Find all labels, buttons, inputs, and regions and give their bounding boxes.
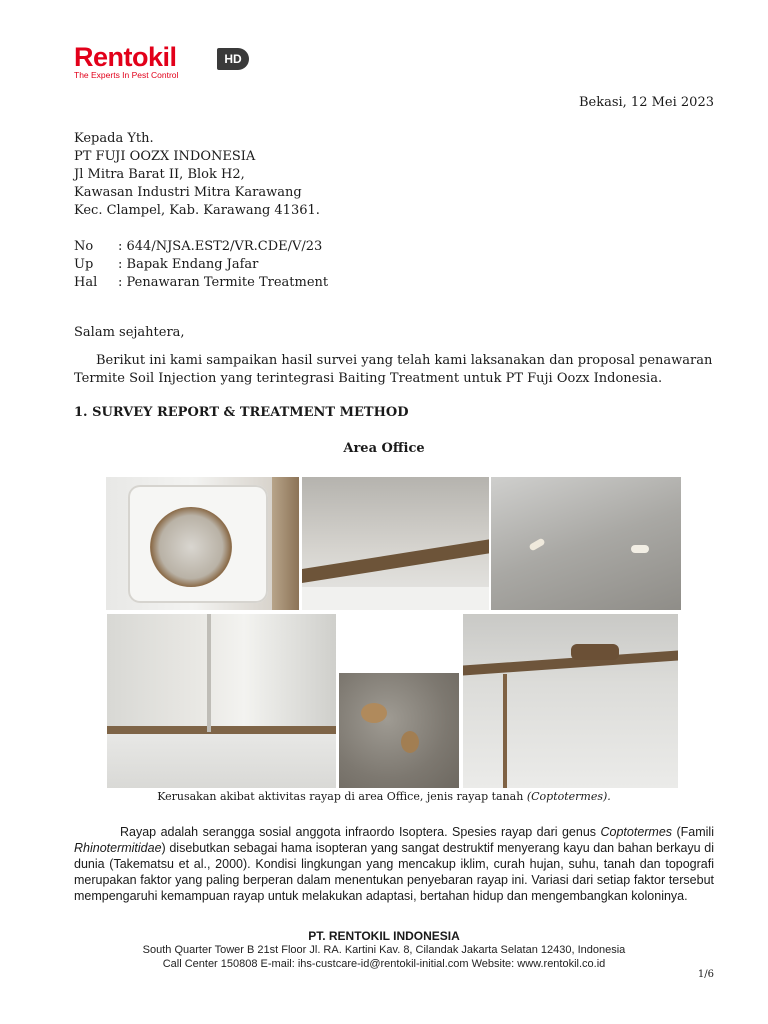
ref-key: Hal bbox=[74, 275, 98, 290]
ref-value: : Bapak Endang Jafar bbox=[118, 257, 259, 272]
photo-wall-skirting bbox=[302, 477, 489, 610]
photo-mud-tubes bbox=[463, 614, 678, 788]
body-text: ) disebutkan sebagai hama isopteran yang sangat destruktif menyerang kayu dan bahan berkayu di dunia (Takematsu et al., 2000). Kondisi lingkungan yang mencakup iklim, curah hujan, suhu, tanah dan topografi merupakan faktor yang paling berperan dalam menentukan penyebaran rayap ini. Variasi dari setiap faktor tersebut mempengaruhi kemampuan rayap untuk melakukan adaptasi, bertahan hidup dan mengembangkan koloninya. bbox=[74, 841, 714, 903]
body-text: Rayap adalah serangga sosial anggota infraordo Isoptera. Spesies rayap dari genus bbox=[120, 825, 601, 839]
letter-date: Bekasi, 12 Mei 2023 bbox=[578, 95, 714, 110]
area-title: Area Office bbox=[343, 441, 425, 456]
section-title: 1. SURVEY REPORT & TREATMENT METHOD bbox=[74, 405, 409, 420]
photo-termite-closeup bbox=[339, 673, 459, 788]
caption-text: Kerusakan akibat aktivitas rayap di area Office, jenis rayap tanah bbox=[157, 790, 527, 803]
rentokil-logo: Rentokil bbox=[74, 42, 177, 72]
ref-key: Up bbox=[74, 257, 94, 272]
recipient-line: Kepada Yth. bbox=[74, 131, 154, 146]
recipient-line: PT FUJI OOZX INDONESIA bbox=[74, 149, 256, 164]
body-paragraph bbox=[74, 824, 714, 904]
recipient-line: Kawasan Industri Mitra Karawang bbox=[74, 185, 302, 200]
hd-badge: HD bbox=[217, 48, 249, 70]
ref-value: : Penawaran Termite Treatment bbox=[118, 275, 329, 290]
intro-text: Berikut ini kami sampaikan hasil survei yang telah kami laksanakan dan proposal penawaran Termite Soil Injection yang terintegrasi Baiting Treatment untuk PT Fuji Oozx Indonesia. bbox=[74, 353, 713, 386]
page-number: 1/6 bbox=[697, 969, 714, 980]
recipient-block bbox=[74, 130, 320, 220]
ref-value: : 644/NJSA.EST2/VR.CDE/V/23 bbox=[118, 239, 323, 254]
intro-paragraph bbox=[74, 352, 714, 388]
logo-tagline: The Experts In Pest Control bbox=[74, 70, 179, 80]
photo-termite-floor bbox=[491, 477, 681, 610]
ref-row-hal bbox=[74, 274, 328, 292]
greeting: Salam sejahtera, bbox=[74, 325, 185, 340]
ref-row-no bbox=[74, 238, 328, 256]
recipient-line: Kec. Clampel, Kab. Karawang 41361. bbox=[74, 203, 320, 218]
photo-wall-corner bbox=[107, 614, 336, 788]
footer-address: South Quarter Tower B 21st Floor Jl. RA. Kartini Kav. 8, Cilandak Jakarta Selatan 12430, Indonesia bbox=[142, 944, 626, 956]
ref-row-up bbox=[74, 256, 328, 274]
body-italic: Coptotermes bbox=[600, 825, 673, 839]
body-text: (Famili bbox=[672, 825, 714, 839]
recipient-line: Jl Mitra Barat II, Blok H2, bbox=[74, 167, 245, 182]
body-italic: Rhinotermitidae bbox=[74, 841, 162, 855]
photo-socket bbox=[106, 477, 299, 610]
footer-contact: Call Center 150808 E-mail: ihs-custcare-id@rentokil-initial.com Website: www.rentokil.co.id bbox=[162, 958, 606, 970]
reference-block bbox=[74, 238, 328, 292]
photo-caption bbox=[0, 790, 768, 803]
footer-company: PT. RENTOKIL INDONESIA bbox=[308, 929, 460, 943]
ref-key: No bbox=[74, 239, 94, 254]
caption-italic: (Coptotermes). bbox=[526, 790, 611, 803]
